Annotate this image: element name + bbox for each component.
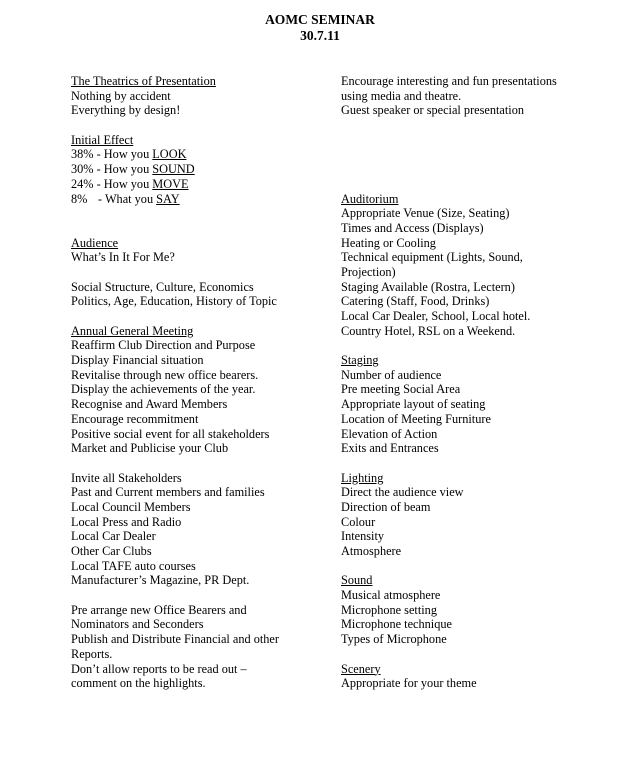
- text-line: Technical equipment (Lights, Sound,: [341, 250, 523, 265]
- text-line: Location of Meeting Furniture: [341, 411, 491, 426]
- text-line: Local Car Dealer, School, Local hotel.: [341, 309, 531, 323]
- text-line: Projection): [341, 264, 396, 279]
- text-line: Recognise and Award Members: [71, 397, 228, 412]
- text-line: Appropriate layout of seating: [341, 397, 486, 412]
- section-heading-initial-effect: Initial Effect: [71, 132, 134, 147]
- effect-item: 8% - What you SAY: [71, 191, 180, 206]
- section-heading-audience: Audience: [71, 235, 119, 250]
- text-line: Revitalise through new office bearers.: [71, 367, 259, 382]
- text-line: Pre arrange new Office Bearers and: [71, 602, 247, 617]
- text-line: Local Council Members: [71, 499, 191, 514]
- text-line: Publish and Distribute Financial and other: [71, 632, 279, 647]
- document-title: [0, 12, 640, 44]
- text-line: Manufacturer’s Magazine, PR Dept.: [71, 573, 250, 588]
- text-line: Display Financial situation: [71, 353, 204, 368]
- text-line: Types of Microphone: [341, 632, 447, 647]
- right-column: [341, 74, 581, 691]
- text-line: Past and Current members and families: [71, 485, 265, 500]
- text-line: Display the achievements of the year.: [71, 382, 256, 397]
- text-line: Microphone setting: [341, 602, 437, 617]
- text-line: Nothing by accident: [71, 88, 171, 103]
- left-column: [71, 74, 333, 691]
- text-line: Local TAFE auto courses: [71, 558, 196, 573]
- text-line: Market and Publicise your Club: [71, 441, 229, 456]
- text-line: Country Hotel, RSL on a Weekend.: [341, 323, 516, 338]
- text-line: Elevation of Action: [341, 426, 438, 441]
- text-line: Times and Access (Displays): [341, 220, 484, 235]
- text-line: Nominators and Seconders: [71, 617, 204, 632]
- effect-item: 24% - How you MOVE: [71, 176, 189, 191]
- text-line: Politics, Age, Education, History of Topic: [71, 294, 277, 309]
- text-line: Direction of beam: [341, 499, 431, 514]
- text-line: Reports.: [71, 646, 113, 661]
- text-line: Exits and Entrances: [341, 441, 439, 456]
- section-heading-scenery: Scenery: [341, 661, 381, 676]
- text-line: Pre meeting Social Area: [341, 382, 461, 397]
- text-line: Positive social event for all stakeholders: [71, 426, 270, 441]
- text-line: Guest speaker or special presentation: [341, 103, 525, 118]
- seminar-date: 30.7.11: [300, 28, 340, 43]
- section-heading-agm: Annual General Meeting: [71, 323, 194, 338]
- text-line: Musical atmosphere: [341, 588, 441, 603]
- text-line: Intensity: [341, 529, 385, 544]
- text-line: Social Structure, Culture, Economics: [71, 279, 254, 294]
- text-line: Reaffirm Club Direction and Purpose: [71, 338, 256, 353]
- text-line: Invite all Stakeholders: [71, 470, 182, 485]
- section-heading-staging: Staging: [341, 353, 379, 368]
- text-line: Other Car Clubs: [71, 544, 152, 558]
- text-line: Local Press and Radio: [71, 514, 182, 529]
- text-line: Staging Available (Rostra, Lectern): [341, 279, 515, 294]
- text-line: Encourage recommitment: [71, 411, 199, 426]
- text-line: Atmosphere: [341, 544, 402, 558]
- section-heading-sound: Sound: [341, 573, 373, 588]
- effect-item: 30% - How you SOUND: [71, 162, 195, 177]
- text-line: Don’t allow reports to be read out –: [71, 661, 247, 676]
- text-line: using media and theatre.: [341, 88, 462, 103]
- text-line: Catering (Staff, Food, Drinks): [341, 294, 490, 309]
- text-line: Number of audience: [341, 367, 442, 382]
- text-line: comment on the highlights.: [71, 676, 206, 691]
- text-line: Microphone technique: [341, 617, 452, 632]
- text-line: What’s In It For Me?: [71, 250, 175, 265]
- section-heading-lighting: Lighting: [341, 470, 384, 485]
- text-line: Colour: [341, 514, 376, 529]
- seminar-title: AOMC SEMINAR: [265, 12, 375, 27]
- section-heading-auditorium: Auditorium: [341, 191, 399, 206]
- text-line: Direct the audience view: [341, 485, 464, 500]
- text-line: Encourage interesting and fun presentations: [341, 74, 557, 88]
- text-line: Appropriate for your theme: [341, 676, 477, 691]
- text-line: Heating or Cooling: [341, 235, 436, 250]
- section-heading-theatrics: The Theatrics of Presentation: [71, 74, 216, 88]
- text-line: Local Car Dealer: [71, 529, 156, 544]
- text-line: Appropriate Venue (Size, Seating): [341, 206, 510, 221]
- effect-item: 38% - How you LOOK: [71, 147, 187, 162]
- text-line: Everything by design!: [71, 103, 181, 118]
